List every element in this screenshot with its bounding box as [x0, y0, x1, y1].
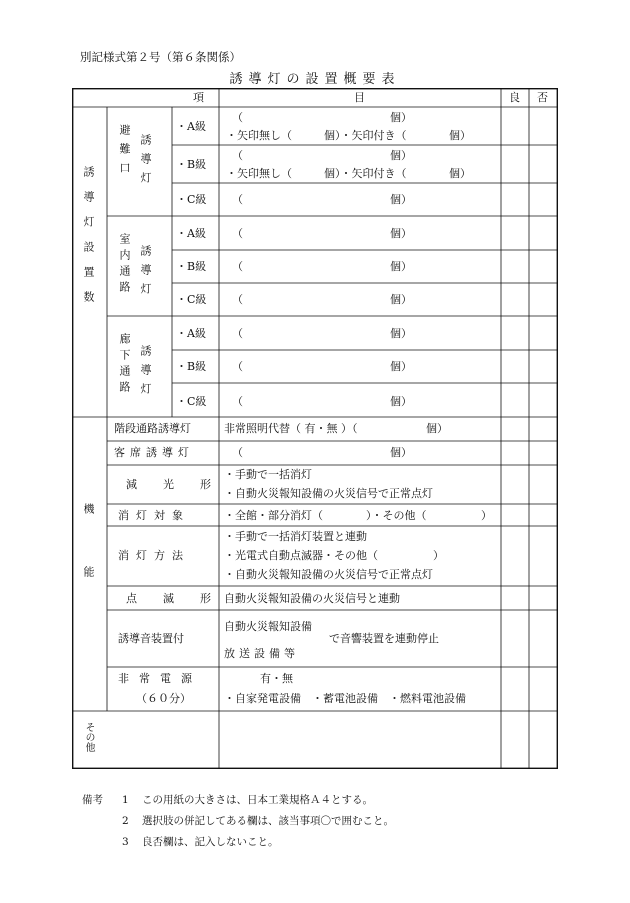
arrow-sep: 個）・矢印付き（	[324, 167, 407, 180]
count-close: 個）	[390, 446, 412, 459]
func-kaidan-label: 階段通路誘導灯	[114, 422, 191, 435]
func-genko-label: 減光形	[126, 478, 237, 491]
count-open: （	[232, 446, 243, 459]
form-id: 別記様式第２号（第６条関係）	[80, 50, 241, 64]
count-open: （	[232, 111, 243, 124]
grade-b: ・B級	[176, 360, 207, 373]
count-close: 個）	[390, 395, 412, 408]
grade-a: ・A級	[176, 227, 206, 240]
group-hinan-label: 避難口	[118, 124, 131, 181]
notes-label: 備考	[82, 794, 103, 806]
func-shoto-hoho-line2-close: ）	[433, 549, 444, 562]
grade-c: ・C級	[176, 395, 207, 408]
count-close: 個）	[390, 360, 412, 373]
count-open: （	[232, 260, 243, 273]
arrow-none-label: ・矢印無し（	[226, 167, 292, 180]
count-open: （	[232, 193, 243, 206]
func-kyakuseki-label: 客席誘導灯	[114, 446, 194, 459]
func-hijo-label: 非常電源	[118, 672, 202, 685]
col-header-eye: 目	[354, 91, 365, 104]
notes	[82, 790, 394, 853]
count-open: （	[232, 360, 243, 373]
func-hijo-line1: 有・無	[260, 672, 293, 685]
group-rouka-label: 廊下通路	[118, 333, 131, 397]
summary-table	[72, 88, 558, 769]
func-kaidan-value: 非常照明代替（ 有・無 ）（	[224, 422, 358, 435]
func-onsei-line3: 放送設備等	[224, 647, 299, 660]
func-onsei-line1: 自動火災報知設備	[224, 620, 312, 633]
count-close: 個）	[390, 193, 412, 206]
func-shoto-taisho-label: 消灯対象	[118, 509, 190, 522]
grade-b: ・B級	[176, 260, 207, 273]
group-shitsunai-sub: 誘導灯	[139, 245, 152, 302]
arrow-close: 個）	[449, 129, 471, 142]
func-shoto-hoho-line1: ・手動で一括消灯装置と連動	[224, 530, 367, 543]
count-open: （	[232, 149, 243, 162]
count-close: 個）	[390, 149, 412, 162]
page-title: 誘導灯の設置概要表	[229, 72, 401, 87]
func-shoto-hoho-line3: ・自動火災報知設備の火災信号で正常点灯	[224, 568, 433, 581]
count-close: 個）	[390, 260, 412, 273]
count-open: （	[232, 293, 243, 306]
group-hinan-sub: 誘導灯	[139, 134, 152, 191]
section-count-label: 誘導灯設置数	[82, 166, 95, 316]
func-tenmetsu-value: 自動火災報知設備の火災信号と連動	[224, 592, 400, 605]
func-onsei-label: 誘導音装置付	[118, 632, 184, 645]
func-shoto-hoho-label: 消灯方法	[118, 549, 190, 562]
grade-c: ・C級	[176, 193, 207, 206]
count-open: （	[232, 327, 243, 340]
count-close: 個）	[390, 111, 412, 124]
func-shoto-hoho-line2: ・光電式自動点滅器・その他（	[224, 549, 378, 562]
col-header-good: 良	[509, 91, 520, 104]
grade-b: ・B級	[176, 158, 207, 171]
note-item: 備考 1 この用紙の大きさは、日本工業規格Ａ４とする。	[82, 790, 394, 811]
section-other-label: その他	[83, 722, 94, 752]
func-shoto-taisho-close: ）	[481, 509, 492, 522]
func-genko-line1: ・手動で一括消灯	[224, 468, 312, 481]
section-function-label: 機能	[82, 503, 95, 629]
arrow-none-label: ・矢印無し（	[226, 129, 292, 142]
func-onsei-line2: で音響装置を連動停止	[329, 632, 439, 645]
func-tenmetsu-label: 点滅形	[126, 592, 237, 605]
func-kaidan-close: 個）	[426, 422, 448, 435]
func-genko-line2: ・自動火災報知設備の火災信号で正常点灯	[224, 487, 433, 500]
func-shoto-taisho-mid: ）・その他（	[366, 509, 427, 522]
grade-c: ・C級	[176, 293, 207, 306]
col-header-no: 否	[537, 91, 548, 104]
note-item: 2 選択肢の併記してある欄は、該当事項〇で囲むこと。	[122, 815, 394, 827]
count-open: （	[232, 227, 243, 240]
grade-a: ・A級	[176, 327, 206, 340]
func-hijo-sub: （６０分）	[136, 692, 191, 705]
count-close: 個）	[390, 293, 412, 306]
note-item: 3 良否欄は、記入しないこと。	[122, 836, 279, 848]
arrow-close: 個）	[449, 167, 471, 180]
grade-a: ・A級	[176, 120, 206, 133]
func-hijo-line2: ・自家発電設備 ・蓄電池設備 ・燃料電池設備	[224, 692, 466, 705]
count-close: 個）	[390, 327, 412, 340]
func-shoto-taisho-value: ・全館・部分消灯（	[224, 509, 323, 522]
count-open: （	[232, 395, 243, 408]
arrow-sep: 個）・矢印付き（	[324, 129, 407, 142]
group-rouka-sub: 誘導灯	[139, 345, 152, 402]
count-close: 個）	[390, 227, 412, 240]
col-header-item: 項	[193, 91, 204, 104]
group-shitsunai-label: 室内通路	[118, 233, 131, 297]
